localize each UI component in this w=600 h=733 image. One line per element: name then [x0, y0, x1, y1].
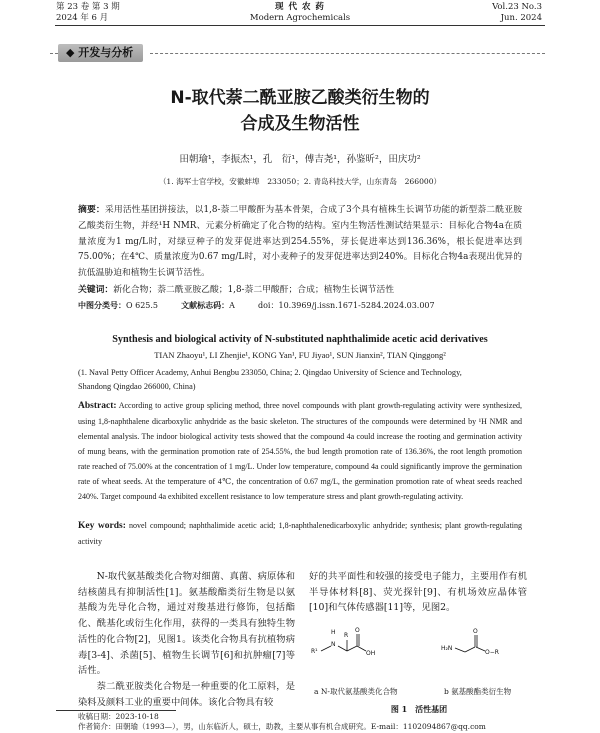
atom-r1: R¹ — [311, 648, 318, 655]
atom-h2n: H₂N — [441, 645, 453, 652]
figure-1-structures — [309, 620, 529, 682]
header-volume-en: Vol.23 No.3 — [492, 2, 542, 12]
clc-value: O 625.5 — [126, 301, 159, 310]
figure-caption-b: b 氨基酸酯类衍生物 — [444, 687, 512, 696]
title-en: Synthesis and biological activity of N-substituted naphthalimide acetic acid derivatives — [112, 334, 488, 345]
header-journal-cn: 现 代 农 药 — [275, 2, 325, 12]
structure-b — [441, 628, 499, 656]
atom-or: O−R — [485, 649, 499, 656]
abstract-cn-label: 摘要： — [78, 205, 105, 215]
code-value: A — [229, 301, 235, 310]
body-left-p2: 萘二酰亚胺类化合物是一种重要的化工原料，是染料及颜料工业的重要中间体。该化合物具有较 — [78, 680, 295, 708]
code-label: 文献标志码： — [181, 300, 230, 310]
abstract-cn-text: 采用活性基团拼接法，以1,8-萘二甲酸酐为基本骨架，合成了3个具有植株生长调节功能的新型萘二酰亚胺乙酸类衍生物，并经¹H NMR、元素分析确定了化合物的结构。室内生物活性测试结果显示：目标化合物4a在质量浓度为1 mg/L时，对绿豆种子的发芽促进率达到254.55%，芽长促进率达到136.36%，根长促进率达到75.00%；在4℃、质量浓度为0.67 mg/L时，对小麦种子的发芽促进率达到240%。目标化合物4a表现出优异的抗低温胁迫和植物生长调节活性。 — [78, 205, 522, 279]
abstract-cn — [78, 203, 522, 282]
footnote-received: 收稿日期：2023-10-18 — [78, 712, 159, 721]
body-right-p1: 好的共平面性和较强的接受电子能力，主要用作有机半导体材料[8]、荧光探针[9]、有机场效应晶体管[10]和气体传感器[11]等，见图2。 — [309, 571, 527, 614]
footnote-author: 作者简介：田朝瑜（1993—），男，山东临沂人，硕士，助教，主要从事有机合成研究。E-mail：1102094867@qq.com — [78, 722, 486, 731]
bond-9 — [465, 647, 475, 652]
keywords-en — [78, 518, 522, 549]
affiliation-en-line1: (1. Naval Petty Officer Academy, Anhui Bengbu 233050, China; 2. Qingdao University of Science and Technology, — [78, 368, 462, 377]
affiliation-en — [78, 366, 528, 394]
title-cn-line2: 合成及生物活性 — [240, 114, 360, 134]
abstract-en-text: According to active group splicing method, three novel compounds with plant growth-regulating activity were synthesized, using 1,8-naphthalene dicarboxylic anhydride as the basic skeleton. The structures of the compounds were determined by ¹H NMR and elemental analysis. The indoor biological activity tests showed that the compound 4a could increase the rooting and germination activity of mung beans, with the germination promotion rate of 254.55%, the bud length promotion rate of 136.36%, the root length promotion rate reached of 75.00% at the concentration of 1 mg/L. Under low temperature, compound 4a could significantly improve the germination rate of wheat seeds. At the temperature of 4℃, the concentration of 0.67 mg/L, the germination promotion rate of wheat seeds reached 240%. Target compound 4a exhibited excellent resistance to low temperature stress and plant growth-regulating activity. — [78, 401, 522, 501]
keywords-cn — [78, 283, 522, 299]
keywords-cn-text: 新化合物；萘二酰亚胺乙酸；1,8-萘二甲酸酐；合成；植物生长调节活性 — [113, 285, 395, 295]
atom-r: R — [344, 632, 349, 639]
section-label: 开发与分析 — [78, 46, 134, 59]
bond-12 — [476, 647, 485, 651]
figure-caption-a: a N-取代氨基酸类化合物 — [314, 687, 398, 696]
bond-7 — [357, 646, 366, 651]
atom-o: O — [355, 627, 360, 634]
clc-label: 中图分类号： — [78, 300, 126, 310]
bond-8 — [455, 648, 465, 652]
doi-label: doi： — [257, 301, 279, 310]
title-cn-line1: N-取代萘二酰亚胺乙酸类衍生物的 — [170, 88, 430, 108]
body-left — [78, 569, 295, 710]
diamond-icon: ◆ — [66, 46, 79, 59]
affiliation-en-line2: Shandong Qingdao 266000, China) — [78, 382, 196, 391]
authors-cn: 田朝瑜¹，李振杰¹，孔 衍¹，傅吉尧¹，孙鉴昕²，田庆功² — [179, 154, 421, 165]
classification-line — [78, 300, 435, 311]
section-dash-right — [150, 53, 545, 54]
atom-oh: OH — [366, 650, 376, 657]
atom-o2: O — [473, 628, 478, 635]
doi-value: 10.3969/j.issn.1671-5284.2024.03.007 — [278, 301, 435, 310]
body-left-p1: N-取代氨基酸类化合物对细菌、真菌、病原体和结核菌具有抑制活性[1]。氨基酸酯类衍生物是以氨基酸为先导化合物，通过对羧基进行修饰，包括酯化、酰基化或衍生化作用，获得的一类具有独特生物活性的化合物[2]，见图1。该类化合物具有抗植物病毒[3-4]、杀菌[5]、植物生长调节[6]和抗肿瘤[7]等活性。 — [78, 571, 295, 677]
header-date-en: Jun. 2024 — [500, 13, 542, 23]
header-date-cn: 2024 年 6 月 — [56, 13, 109, 23]
keywords-en-text: novel compound; naphthalimide acetic acid; 1,8-naphthalenedicarboxylic anhydride; synthesis; plant growth-regulating activity — [78, 521, 523, 546]
header-rule — [55, 25, 545, 26]
header-journal-en: Modern Agrochemicals — [249, 13, 351, 23]
body-right — [309, 569, 527, 616]
bond-1 — [321, 646, 331, 651]
atom-n: N — [331, 641, 336, 648]
bond-2 — [338, 646, 347, 651]
header-volume-cn: 第 23 卷 第 3 期 — [56, 2, 120, 12]
affiliation-cn: （1. 海军士官学校，安徽蚌埠 233050；2. 青岛科技大学，山东青岛 266000） — [158, 177, 442, 186]
figure-title: 图 1 活性基团 — [390, 704, 448, 714]
structure-a — [311, 627, 375, 657]
abstract-en-label: Abstract: — [78, 401, 117, 411]
authors-en: TIAN Zhaoyu¹, LI Zhenjie¹, KONG Yan¹, FU Jiyao¹, SUN Jianxin², TIAN Qinggong² — [154, 350, 446, 360]
section-dash-left — [50, 53, 58, 54]
section-tag — [58, 44, 143, 62]
keywords-en-label: Key words: — [78, 521, 126, 531]
atom-h: H — [331, 629, 336, 636]
abstract-en — [78, 398, 522, 504]
keywords-cn-label: 关键词： — [78, 285, 114, 295]
bond-4 — [347, 646, 357, 651]
